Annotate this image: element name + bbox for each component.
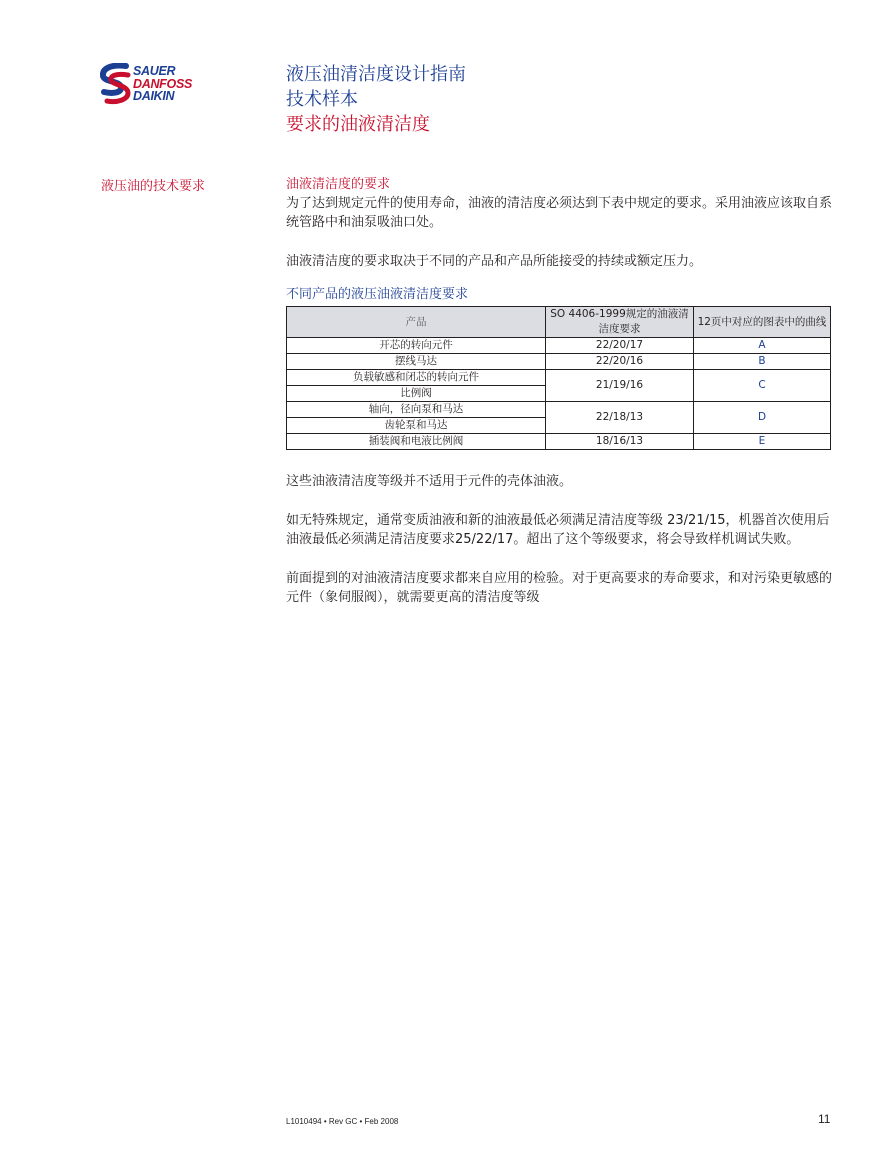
table-cell-product: 比例阀: [287, 386, 546, 402]
section-subtitle: 油液清洁度的要求: [286, 177, 391, 192]
table-cell-curve: D: [694, 402, 831, 434]
logo-mark-icon: [100, 63, 132, 105]
paragraph-3: 这些油液清洁度等级并不适用于元件的壳体油液。: [286, 474, 573, 489]
table-cell-curve: E: [694, 434, 831, 450]
table-header-iso-code: SO 4406-1999规定的油液清洁度要求: [546, 307, 694, 338]
paragraph-2: 油液清洁度的要求取决于不同的产品和产品所能接受的持续或额定压力。: [286, 254, 703, 269]
paragraph-1: 为了达到规定元件的使用寿命，油液的清洁度必须达到下表中规定的要求。采用油液应该取自系统管路中和油泵吸油口处。: [286, 196, 833, 230]
table-row: [287, 338, 831, 354]
main-content: [286, 175, 834, 607]
paragraph-4: 如无特殊规定，通常变质油液和新的油液最低必须满足清洁度等级 23/21/15，机器首次使用后油液最低必须满足清洁度要求25/22/17。超出了这个等级要求，将会导致样机调试失败。: [286, 513, 830, 547]
table-row: [287, 402, 831, 418]
company-logo: [100, 63, 210, 105]
table-cell-product: 轴向，径向泵和马达: [287, 402, 546, 418]
table-header-product: 产品: [287, 307, 546, 338]
table-title: 不同产品的液压油液清洁度要求: [286, 287, 469, 302]
table-cell-curve: B: [694, 354, 831, 370]
footer-page-number: 11: [818, 1112, 831, 1126]
header-section: 要求的油液清洁度: [286, 114, 430, 135]
sidebar-section-label: 液压油的技术要求: [101, 179, 206, 194]
table-cell-product: 插装阀和电液比例阀: [287, 434, 546, 450]
table-cell-code: 18/16/13: [546, 434, 694, 450]
table-cell-code: 22/20/16: [546, 354, 694, 370]
table-cell-curve: C: [694, 370, 831, 402]
footer-doc-ref: L1010494 • Rev GC • Feb 2008: [286, 1117, 399, 1126]
cleanliness-table: [286, 306, 831, 450]
table-header-curve: 12页中对应的图表中的曲线: [694, 307, 831, 338]
table-cell-product: 齿轮泵和马达: [287, 418, 546, 434]
table-cell-product: 负载敏感和闭芯的转向元件: [287, 370, 546, 386]
header-subtitle: 技术样本: [286, 89, 358, 110]
table-row: [287, 434, 831, 450]
table-cell-product: 开芯的转向元件: [287, 338, 546, 354]
table-row: [287, 354, 831, 370]
table-cell-curve: A: [694, 338, 831, 354]
table-cell-code: 21/19/16: [546, 370, 694, 402]
document-header: [286, 62, 466, 137]
logo-line-danfoss: DANFOSS: [133, 76, 193, 91]
table-cell-code: 22/20/17: [546, 338, 694, 354]
table-cell-product: 摆线马达: [287, 354, 546, 370]
table-row: [287, 370, 831, 386]
logo-line-daikin: DAIKIN: [133, 89, 175, 103]
logo-line-sauer: SAUER: [133, 64, 176, 78]
logo-wordmark: [133, 65, 192, 103]
paragraph-5: 前面提到的对油液清洁度要求都来自应用的检验。对于更高要求的寿命要求，和对污染更敏感的元件（象伺服阀），就需要更高的清洁度等级: [286, 571, 833, 605]
table-cell-code: 22/18/13: [546, 402, 694, 434]
header-title: 液压油清洁度设计指南: [286, 64, 466, 85]
